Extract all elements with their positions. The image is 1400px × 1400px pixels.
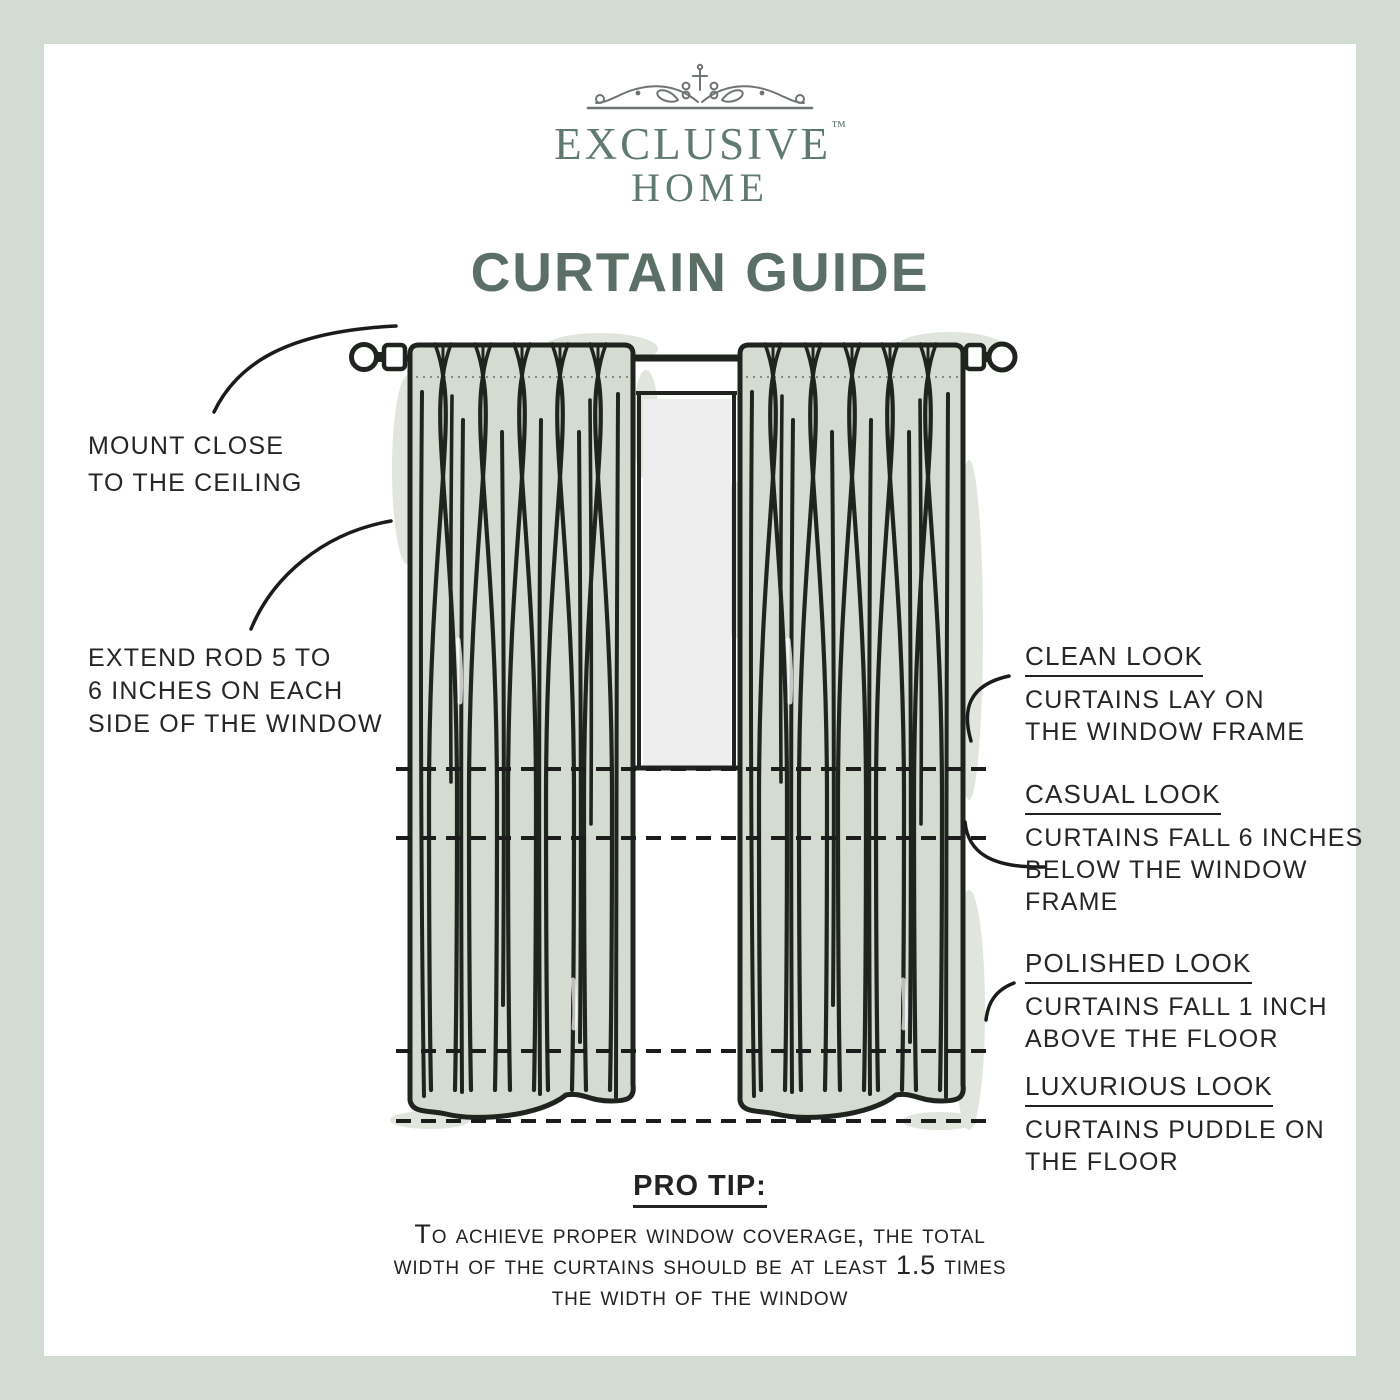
- annotation-line: MOUNT CLOSE: [88, 432, 285, 460]
- page-title: CURTAIN GUIDE: [470, 241, 930, 303]
- annotation-line: CURTAINS FALL 1 INCH: [1025, 993, 1328, 1021]
- window: [631, 393, 742, 768]
- pro-tip-line: width of the curtains should be at least 1.5 times: [393, 1250, 1007, 1280]
- right-finial-icon: [989, 344, 1015, 370]
- pro-tip-body: [44, 1219, 1356, 1312]
- annotation-line: ABOVE THE FLOOR: [1025, 1025, 1279, 1053]
- annotation-line: CURTAINS FALL 6 INCHES: [1025, 824, 1364, 852]
- annotation-line: THE WINDOW FRAME: [1025, 718, 1306, 746]
- right-curtain-panel: [740, 344, 963, 1117]
- look-heading: LUXURIOUS LOOK: [1025, 1071, 1273, 1107]
- pro-tip-section: [44, 1170, 1356, 1312]
- annotation-casual-look: [1025, 779, 1400, 918]
- annotation-extend-rod: [88, 642, 383, 741]
- polished-look-connector: [986, 983, 1014, 1020]
- annotation-line: THE FLOOR: [1025, 1148, 1179, 1176]
- brand-name-line2: HOME: [631, 165, 769, 210]
- annotation-polished-look: [1025, 948, 1328, 1055]
- pro-tip-line: the width of the window: [551, 1281, 849, 1311]
- brand-exclusive-text: EXCLUSIVE: [554, 119, 832, 169]
- annotation-mount-close: [88, 428, 303, 502]
- pro-tip-heading: PRO TIP:: [633, 1170, 767, 1208]
- annotation-line: TO THE CEILING: [88, 469, 303, 497]
- left-curtain-panel: [410, 344, 633, 1117]
- annotation-clean-look: [1025, 641, 1305, 748]
- look-heading: CLEAN LOOK: [1025, 641, 1203, 677]
- extend-rod-connector: [251, 521, 391, 629]
- trademark-symbol: ™: [831, 119, 846, 135]
- look-heading: CASUAL LOOK: [1025, 779, 1221, 815]
- annotation-line: CURTAINS PUDDLE ON: [1025, 1116, 1325, 1144]
- annotation-line: 6 INCHES ON EACH: [88, 677, 344, 705]
- annotation-line: SIDE OF THE WINDOW: [88, 710, 383, 738]
- annotation-luxurious-look: [1025, 1071, 1325, 1178]
- annotation-line: BELOW THE WINDOW FRAME: [1025, 856, 1308, 916]
- annotation-line: EXTEND ROD 5 TO: [88, 644, 332, 672]
- pro-tip-line: To achieve proper window coverage, the total: [414, 1219, 986, 1249]
- annotation-line: CURTAINS LAY ON: [1025, 686, 1265, 714]
- look-heading: POLISHED LOOK: [1025, 948, 1252, 984]
- left-finial-icon: [352, 345, 377, 370]
